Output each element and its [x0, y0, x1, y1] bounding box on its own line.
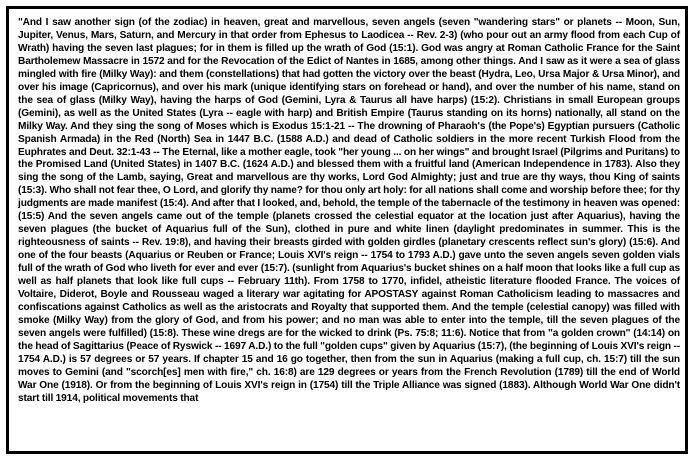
document-frame	[6, 6, 688, 454]
document-body-text: "And I saw another sign (of the zodiac) in heaven, great and marvellous, seven angels (seven "wandering stars" or planets -- Moon, Sun, Jupiter, Venus, Mars, Saturn, and Mercury in that order from Ephesus to Laodicea -- Rev. 2-3) (who pour out an army flood from each Cup of Wrath) having the seven last plagues; for in them is filled up the wrath of God (15:1). God was angry at Roman Catholic France for the Saint Bartholemew Massacre in 1572 and for the Revocation of the Edict of Nantes in 1685, among other things. And I saw as it were a sea of glass mingled with fire (Milky Way): and them (constellations) that had gotten the victory over the beast (Hydra, Leo, Ursa Major & Ursa Minor), and over his image (Capricornus), and over his mark (unique identifying stars on forehead or hand), and over the number of his name, stand on the sea of glass (Milky Way), having the harps of God (Gemini, Lyra & Taurus all have harps) (15:2). Christians in small European groups (Gemini), as well as the United States (Lyra -- eagle with harp) and British Empire (Taurus standing on its horns) nationally, all stand on the Milky Way. And they sing the song of Moses which is Exodus 15:1-21 -- The drowning of Pharaoh's (the Pope's) Egyptian pursuers (Catholic Spanish Armada) in the Red (North) Sea in 1447 B.C. (1588 A.D.) and dead of Catholic soldiers in the more recent Turkish Flood from the Euphrates and Deut. 32:1-43 -- The Eternal, like a mother eagle, took "her young ... on her wings" and brought Israel (Pilgrims and Puritans) to the Promised Land (United States) in 1407 B.C. (1624 A.D.) and blessed them with a fruitful land (American Independence in 1783). Also they sing the song of the Lamb, saying, Great and marvellous are thy works, Lord God Almighty; just and true are thy ways, thou King of saints (15:3). Who shall not fear thee, O Lord, and glorify thy name? for thou only art holy: for all nations shall come and worship before thee; for thy judgments are made manifest (15:4). And after that I looked, and, behold, the temple of the tabernacle of the testimony in heaven was opened: (15:5) And the seven angels came out of the temple (planets crossed the celestial equator at the location just after Aquarius), having the seven plagues (the bucket of Aquarius full of the Sun), clothed in pure and white linen (daylight predominates in summer. This is the righteousness of saints -- Rev. 19:8), and having their breasts girded with golden girdles (planetary crescents reflect sun's glory) (15:6). And one of the four beasts (Aquarius or Reuben or France; Louis XVI's reign -- 1754 to 1793 A.D.) gave unto the seven angels seven golden vials full of the wrath of God who liveth for ever and ever (15:7). (sunlight from Aquarius's bucket shines on a half moon that looks like a full cup as well as half planets that look like full cups -- February 11th). From 1758 to 1770, infidel, atheistic literature flooded France. The voices of Voltaire, Diderot, Boyle and Rousseau waged a literary war agitating for APOSTASY against Roman Catholicism leading to massacres and confiscations against Catholics as well as the aristocrats and Royalty that supported them. And the temple (celestial canopy) was filled with smoke (Milky Way) from the glory of God, and from his power; and no man was able to enter into the temple, till the seven plagues of the seven angels were fulfilled) (15:8). These wine dregs are for the wicked to drink (Ps. 75:8; 11:6). Notice that from "a golden crown" (14:14) on the head of Sagittarius (Peace of Ryswick -- 1697 A.D.) to the full "golden cups" given by Aquarius (15:7), (the beginning of Louis XVI's reign -- 1754 A.D.) is 57 degrees or 57 years. If chapter 15 and 16 go together, then from the sun in Aquarius (making a full cup, ch. 15:7) till the sun moves to Gemini (and "scorch[es] men with fire," ch. 16:8) are 129 degrees or years from the French Revolution (1789) till the end of World War One (1918). Or from the beginning of Louis XVI's reign in (1754) till the Triple Alliance was signed (1883). Although World War One didn't start till 1914, political movements that	[18, 17, 680, 404]
